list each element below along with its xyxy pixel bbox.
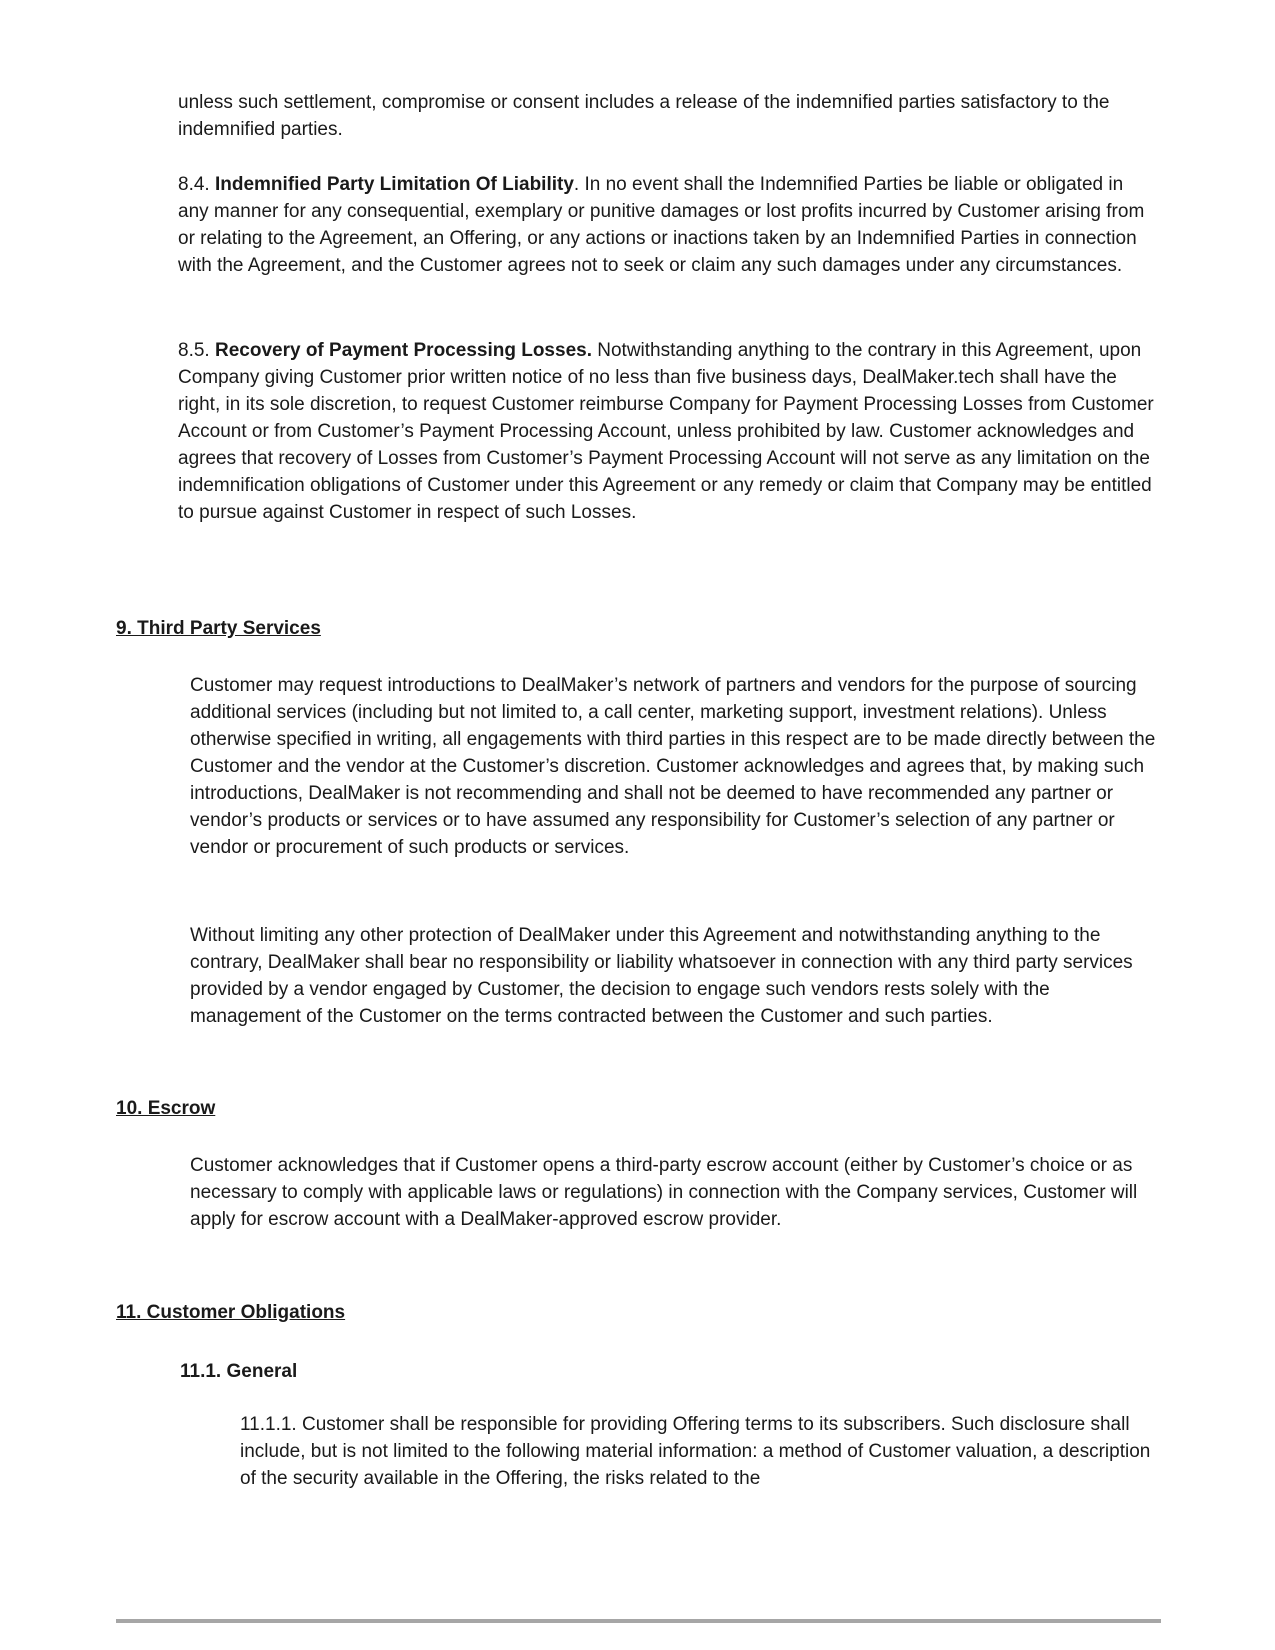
section-8-4-paragraph — [178, 171, 1158, 279]
section-8-5-title: Recovery of Payment Processing Losses. — [214, 340, 592, 361]
section-10-paragraph: Customer acknowledges that if Customer opens a third-party escrow account (either by Customer’s choice or as necessary to comply with applicable laws or regulations) in connection with the Company services, Customer will apply for escrow account with a DealMaker-approved escrow provider. — [190, 1155, 1138, 1230]
section-10-heading: 10. Escrow — [116, 1098, 216, 1119]
footer-rule — [116, 1619, 1161, 1623]
section-8-4-body: . In no event shall the Indemnified Parties be liable or obligated in any manner for any consequential, exemplary or punitive damages or lost profits incurred by Customer arising from or relating to the Agreement, an Offering, or any actions or inactions taken by an Indemnified Parties in connection with the Agreement, and the Customer agrees not to seek or claim any such damages under any circumstances. — [178, 174, 1145, 276]
section-9-paragraph-1: Customer may request introductions to DealMaker’s network of partners and vendors for the purpose of sourcing additional services (including but not limited to, a call center, marketing support, investment relations). Unless otherwise specified in writing, all engagements with third parties in this respect are to be made directly between the Customer and the vendor at the Customer’s discretion. Customer acknowledges and agrees that, by making such introductions, DealMaker is not recommending and shall not be deemed to have recommended any partner or vendor’s products or services or to have assumed any responsibility for Customer’s selection of any partner or vendor or procurement of such products or services. — [190, 675, 1156, 858]
section-8-5-body: Notwithstanding anything to the contrary in this Agreement, upon Company giving Customer prior written notice of no less than five business days, DealMaker.tech shall have the right, in its sole discretion, to request Customer reimburse Company for Payment Processing Losses from Customer Account or from Customer’s Payment Processing Account, unless prohibited by law. Customer acknowledges and agrees that recovery of Losses from Customer’s Payment Processing Account will not serve as any limitation on the indemnification obligations of Customer under this Agreement or any remedy or claim that Company may be entitled to pursue against Customer in respect of such Losses. — [178, 340, 1154, 523]
continued-paragraph: unless such settlement, compromise or consent includes a release of the indemnified parties satisfactory to the indemnified parties. — [178, 92, 1110, 140]
section-9-heading: 9. Third Party Services — [116, 618, 321, 639]
section-8-4-title: Indemnified Party Limitation Of Liability — [214, 174, 574, 195]
section-11-1-subheading: 11.1. General — [180, 1361, 298, 1382]
section-8-5-number: 8.5. — [178, 340, 210, 361]
section-8-5-paragraph — [178, 337, 1158, 526]
section-11-heading: 11. Customer Obligations — [116, 1302, 346, 1323]
section-9-paragraph-2: Without limiting any other protection of DealMaker under this Agreement and notwithstanding anything to the contrary, DealMaker shall bear no responsibility or liability whatsoever in connection with any third party services provided by a vendor engaged by Customer, the decision to engage such vendors rests solely with the management of the Customer on the terms contracted between the Customer and such parties. — [190, 925, 1133, 1027]
section-8-4-number: 8.4. — [178, 174, 210, 195]
section-11-1-1-paragraph: 11.1.1. Customer shall be responsible for providing Offering terms to its subscribers. Such disclosure shall include, but is not limited to the following material information: a method of Customer valuation, a description of the security available in the Offering, the risks related to the — [240, 1414, 1151, 1489]
